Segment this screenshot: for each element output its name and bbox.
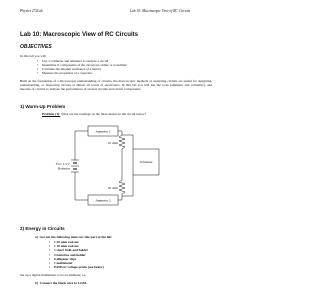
battery-symbol (71, 160, 79, 172)
objectives-list (42, 59, 212, 76)
resistor-20-label: 20 ohm (107, 186, 118, 190)
ammeter-2-label: Ammeter 2 (95, 198, 111, 203)
header-lab-title: Lab 10: Macroscopic View of RC Circuits (130, 9, 191, 13)
step-b-text: Connect the black wire to COM. (39, 281, 87, 285)
battery-label-line2: Batteries (57, 166, 70, 171)
problem-1 (42, 112, 146, 116)
equipment-item: • 1 short bulb and holder (54, 248, 104, 252)
battery-label-line1: Two 1.5 V (55, 162, 70, 166)
objective-item: • Calculate the internal resistance of a battery (42, 67, 212, 71)
step-b-label: b) (35, 281, 39, 285)
section-1-heading: 1) Warm-Up Problem (20, 104, 66, 109)
equipment-list (54, 240, 104, 269)
equipment-item: • 1 20 ohm resistor (54, 240, 104, 244)
header-course: Physics 272Lab (20, 9, 43, 13)
objective-item: • Use a voltmeter and ammeter to analyze a circuit (42, 59, 212, 63)
step-a-text: Get out the following items for this part of the lab: (39, 235, 113, 239)
equipment-item: • 1 multimeter (54, 261, 104, 265)
resistor-10-ohm (119, 135, 125, 151)
objectives-heading: OBJECTIVES (20, 44, 52, 50)
resistor-20-ohm (119, 180, 125, 196)
equipment-item: • 1 10 ohm resistor (54, 244, 104, 248)
setup-text: Set up a digital multimeter to be an ammeter, i.e. (20, 273, 87, 277)
equipment-item: • 2 batteries and holder (54, 253, 104, 257)
step-a (35, 235, 112, 239)
section-2-heading: 2) Energy in Circuits (20, 226, 65, 231)
problem-label: Problem (1): (42, 112, 61, 116)
voltmeter-label: Voltmeter (139, 160, 153, 164)
ammeter-1-label: Ammeter 1 (95, 129, 111, 134)
resistor-10-label: 10 ohm (107, 141, 118, 145)
objectives-intro: In this lab you will (20, 54, 46, 58)
objective-item: • Measure the properties of a capacitor (42, 71, 212, 75)
step-b (35, 281, 87, 285)
objective-item: • Determine if components of the circuit are ohmic or nonohmic (42, 63, 212, 67)
page-title: Lab 10: Macroscopic View of RC Circuits (20, 31, 139, 38)
equipment-item: • 6 alligator clips (54, 257, 104, 261)
step-a-label: a) (35, 235, 38, 239)
equipment-item: • PASPort voltage probe (see below) (54, 265, 104, 269)
intro-paragraph: Built on the foundation of a microscopic understanding of circuits, the macroscopic methods of analyzing circuits are useful for designing, understanding, or inspecting circuits at almost all levels of electronics. In this lab you will use the tools (ammeter and voltmeter), and theories of circuits to analyze the performance of several circuits and circuit components. (20, 79, 212, 92)
circuit-diagram (55, 121, 170, 213)
problem-text: What are the readings on the three meters in the circuit below? (60, 112, 147, 116)
